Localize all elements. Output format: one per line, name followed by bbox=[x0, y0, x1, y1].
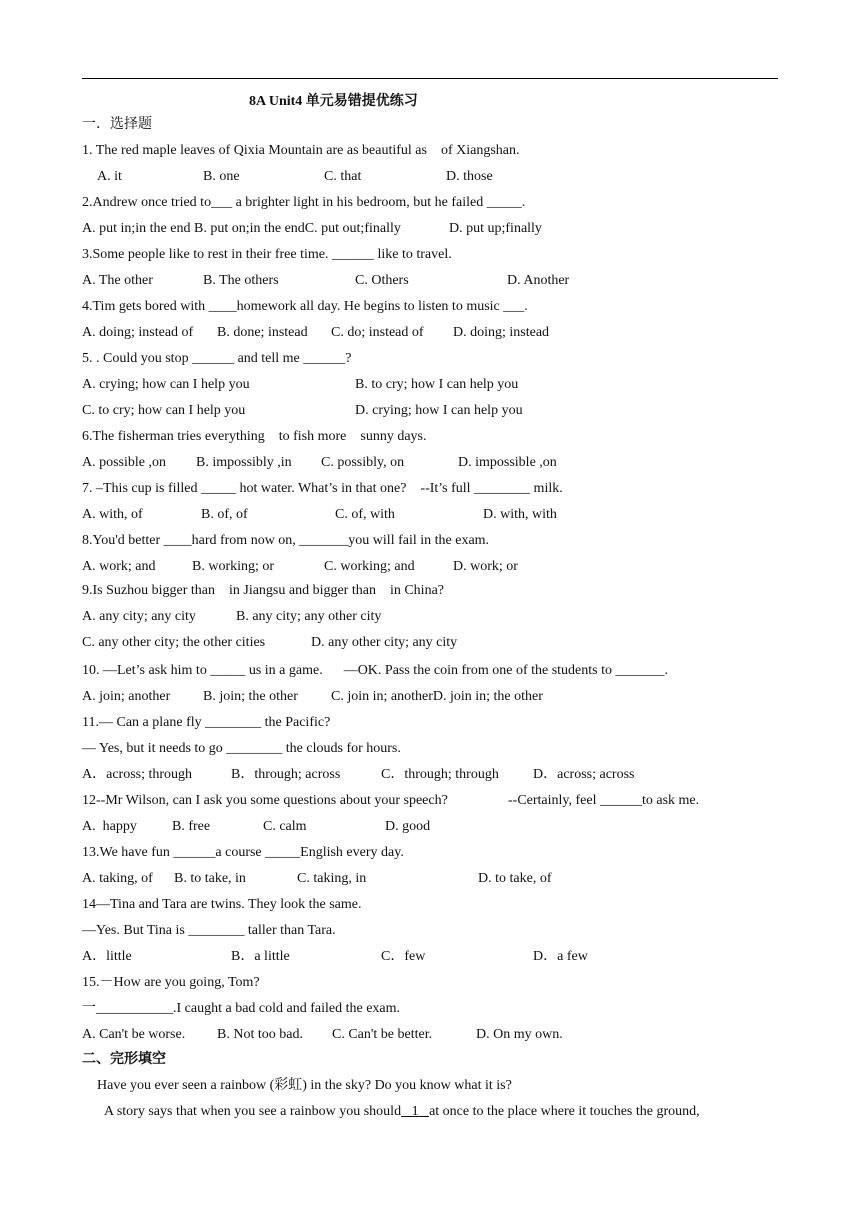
question-12-option-b: B. free bbox=[172, 819, 211, 834]
question-8-option-d: D. work; or bbox=[453, 559, 518, 574]
question-5-option-d: D. crying; how I can help you bbox=[355, 403, 523, 418]
question-7-option-a: A. with, of bbox=[82, 507, 143, 522]
question-5-option-c: C. to cry; how can I help you bbox=[82, 403, 246, 418]
header-rule bbox=[82, 78, 778, 79]
question-14-option-b: B．a little bbox=[231, 949, 290, 964]
question-7-option-d: D. with, with bbox=[483, 507, 557, 522]
question-7-option-c: C. of, with bbox=[335, 507, 395, 522]
question-1-option-b: B. one bbox=[203, 169, 240, 184]
question-1-option-c: C. that bbox=[324, 169, 362, 184]
question-1-option-a: A. it bbox=[97, 169, 122, 184]
question-12-stem-reply: --Certainly, feel ______to ask me. bbox=[508, 793, 700, 808]
question-3-option-d: D. Another bbox=[507, 273, 570, 288]
question-14-option-a: A．little bbox=[82, 949, 132, 964]
cloze-text-after-blank: at once to the place where it touches the ground, bbox=[429, 1104, 700, 1119]
question-2-options-abc: A. put in;in the end B. put on;in the endC. put out;finally bbox=[82, 221, 401, 236]
question-4-stem: 4.Tim gets bored with ____homework all day. He begins to listen to music ___. bbox=[82, 299, 528, 314]
question-10-option-b: B. join; the other bbox=[203, 689, 298, 704]
question-9-option-a: A. any city; any city bbox=[82, 609, 196, 624]
cloze-paragraph-line-1: Have you ever seen a rainbow (彩虹) in the sky? Do you know what it is? bbox=[97, 1078, 512, 1093]
question-6-option-b: B. impossibly ,in bbox=[196, 455, 292, 470]
question-13-option-b: B. to take, in bbox=[174, 871, 246, 886]
cloze-text-before-blank: A story says that when you see a rainbow you should bbox=[104, 1104, 402, 1119]
question-5-option-a: A. crying; how can I help you bbox=[82, 377, 250, 392]
question-7-option-b: B. of, of bbox=[201, 507, 248, 522]
question-15-option-d: D. On my own. bbox=[476, 1027, 563, 1042]
question-15-option-c: C. Can't be better. bbox=[332, 1027, 433, 1042]
question-15-option-b: B. Not too bad. bbox=[217, 1027, 303, 1042]
question-8-option-c: C. working; and bbox=[324, 559, 415, 574]
question-2-option-d: D. put up;finally bbox=[449, 221, 542, 236]
question-15-stem: 15.－How are you going, Tom? bbox=[82, 975, 260, 990]
question-10-options-cd: C. join in; anotherD. join in; the other bbox=[331, 689, 543, 704]
question-4-option-c: C. do; instead of bbox=[331, 325, 424, 340]
question-11-stem-reply: — Yes, but it needs to go ________ the clouds for hours. bbox=[82, 741, 401, 756]
question-12-option-c: C. calm bbox=[263, 819, 307, 834]
question-14-stem: 14—Tina and Tara are twins. They look the same. bbox=[82, 897, 362, 912]
question-14-stem-reply: —Yes. But Tina is ________ taller than Tara. bbox=[82, 923, 336, 938]
question-6-stem: 6.The fisherman tries everything to fish more sunny days. bbox=[82, 429, 427, 444]
question-1-stem: 1. The red maple leaves of Qixia Mountain are as beautiful as of Xiangshan. bbox=[82, 143, 520, 158]
question-11-option-a: A．across; through bbox=[82, 767, 193, 782]
question-4-option-a: A. doing; instead of bbox=[82, 325, 194, 340]
question-5-option-b: B. to cry; how I can help you bbox=[355, 377, 519, 392]
question-11-option-b: B．through; across bbox=[231, 767, 341, 782]
question-6-option-d: D. impossible ,on bbox=[458, 455, 557, 470]
question-9-option-c: C. any other city; the other cities bbox=[82, 635, 266, 650]
question-6-option-c: C. possibly, on bbox=[321, 455, 405, 470]
cloze-blank-1: 1 bbox=[401, 1104, 430, 1119]
question-14-option-d: D．a few bbox=[533, 949, 588, 964]
question-13-option-a: A. taking, of bbox=[82, 871, 153, 886]
question-3-stem: 3.Some people like to rest in their free time. ______ like to travel. bbox=[82, 247, 452, 262]
question-4-option-d: D. doing; instead bbox=[453, 325, 550, 340]
question-9-option-d: D. any other city; any city bbox=[311, 635, 458, 650]
question-12-option-a: A. happy bbox=[82, 819, 137, 834]
question-12-stem: 12--Mr Wilson, can I ask you some questions about your speech? bbox=[82, 793, 448, 808]
question-3-option-c: C. Others bbox=[355, 273, 409, 288]
question-13-stem: 13.We have fun ______a course _____English every day. bbox=[82, 845, 404, 860]
question-15-stem-reply: 一___________.I caught a bad cold and failed the exam. bbox=[82, 1001, 401, 1016]
question-14-option-c: C．few bbox=[381, 949, 426, 964]
question-13-option-d: D. to take, of bbox=[478, 871, 552, 886]
cloze-paragraph-line-2 bbox=[104, 1103, 700, 1121]
question-12-option-d: D. good bbox=[385, 819, 431, 834]
question-2-stem: 2.Andrew once tried to___ a brighter light in his bedroom, but he failed _____. bbox=[82, 195, 526, 210]
question-1-option-d: D. those bbox=[446, 169, 493, 184]
question-3-option-a: A. The other bbox=[82, 273, 153, 288]
question-8-option-b: B. working; or bbox=[192, 559, 275, 574]
question-13-option-c: C. taking, in bbox=[297, 871, 367, 886]
question-9-stem: 9.Is Suzhou bigger than in Jiangsu and bigger than in China? bbox=[82, 583, 444, 598]
question-5-stem: 5. . Could you stop ______ and tell me ______? bbox=[82, 351, 352, 366]
question-3-option-b: B. The others bbox=[203, 273, 279, 288]
question-11-stem: 11.— Can a plane fly ________ the Pacific? bbox=[82, 715, 331, 730]
question-8-option-a: A. work; and bbox=[82, 559, 156, 574]
question-7-stem: 7. –This cup is filled _____ hot water. What’s in that one? --It’s full ________ milk. bbox=[82, 481, 563, 496]
question-11-option-c: C．through; through bbox=[381, 767, 499, 782]
section-heading-choice: 一．选择题 bbox=[82, 117, 152, 132]
question-9-option-b: B. any city; any other city bbox=[236, 609, 382, 624]
question-15-option-a: A. Can't be worse. bbox=[82, 1027, 186, 1042]
page-title: 8A Unit4 单元易错提优练习 bbox=[249, 94, 418, 109]
question-10-option-a: A. join; another bbox=[82, 689, 171, 704]
question-10-stem: 10. —Let’s ask him to _____ us in a game. —OK. Pass the coin from one of the students to _______. bbox=[82, 663, 668, 678]
question-11-option-d: D．across; across bbox=[533, 767, 635, 782]
section-heading-cloze: 二、完形填空 bbox=[82, 1052, 166, 1067]
question-8-stem: 8.You'd better ____hard from now on, _______you will fail in the exam. bbox=[82, 533, 490, 548]
question-4-option-b: B. done; instead bbox=[217, 325, 308, 340]
question-6-option-a: A. possible ,on bbox=[82, 455, 166, 470]
